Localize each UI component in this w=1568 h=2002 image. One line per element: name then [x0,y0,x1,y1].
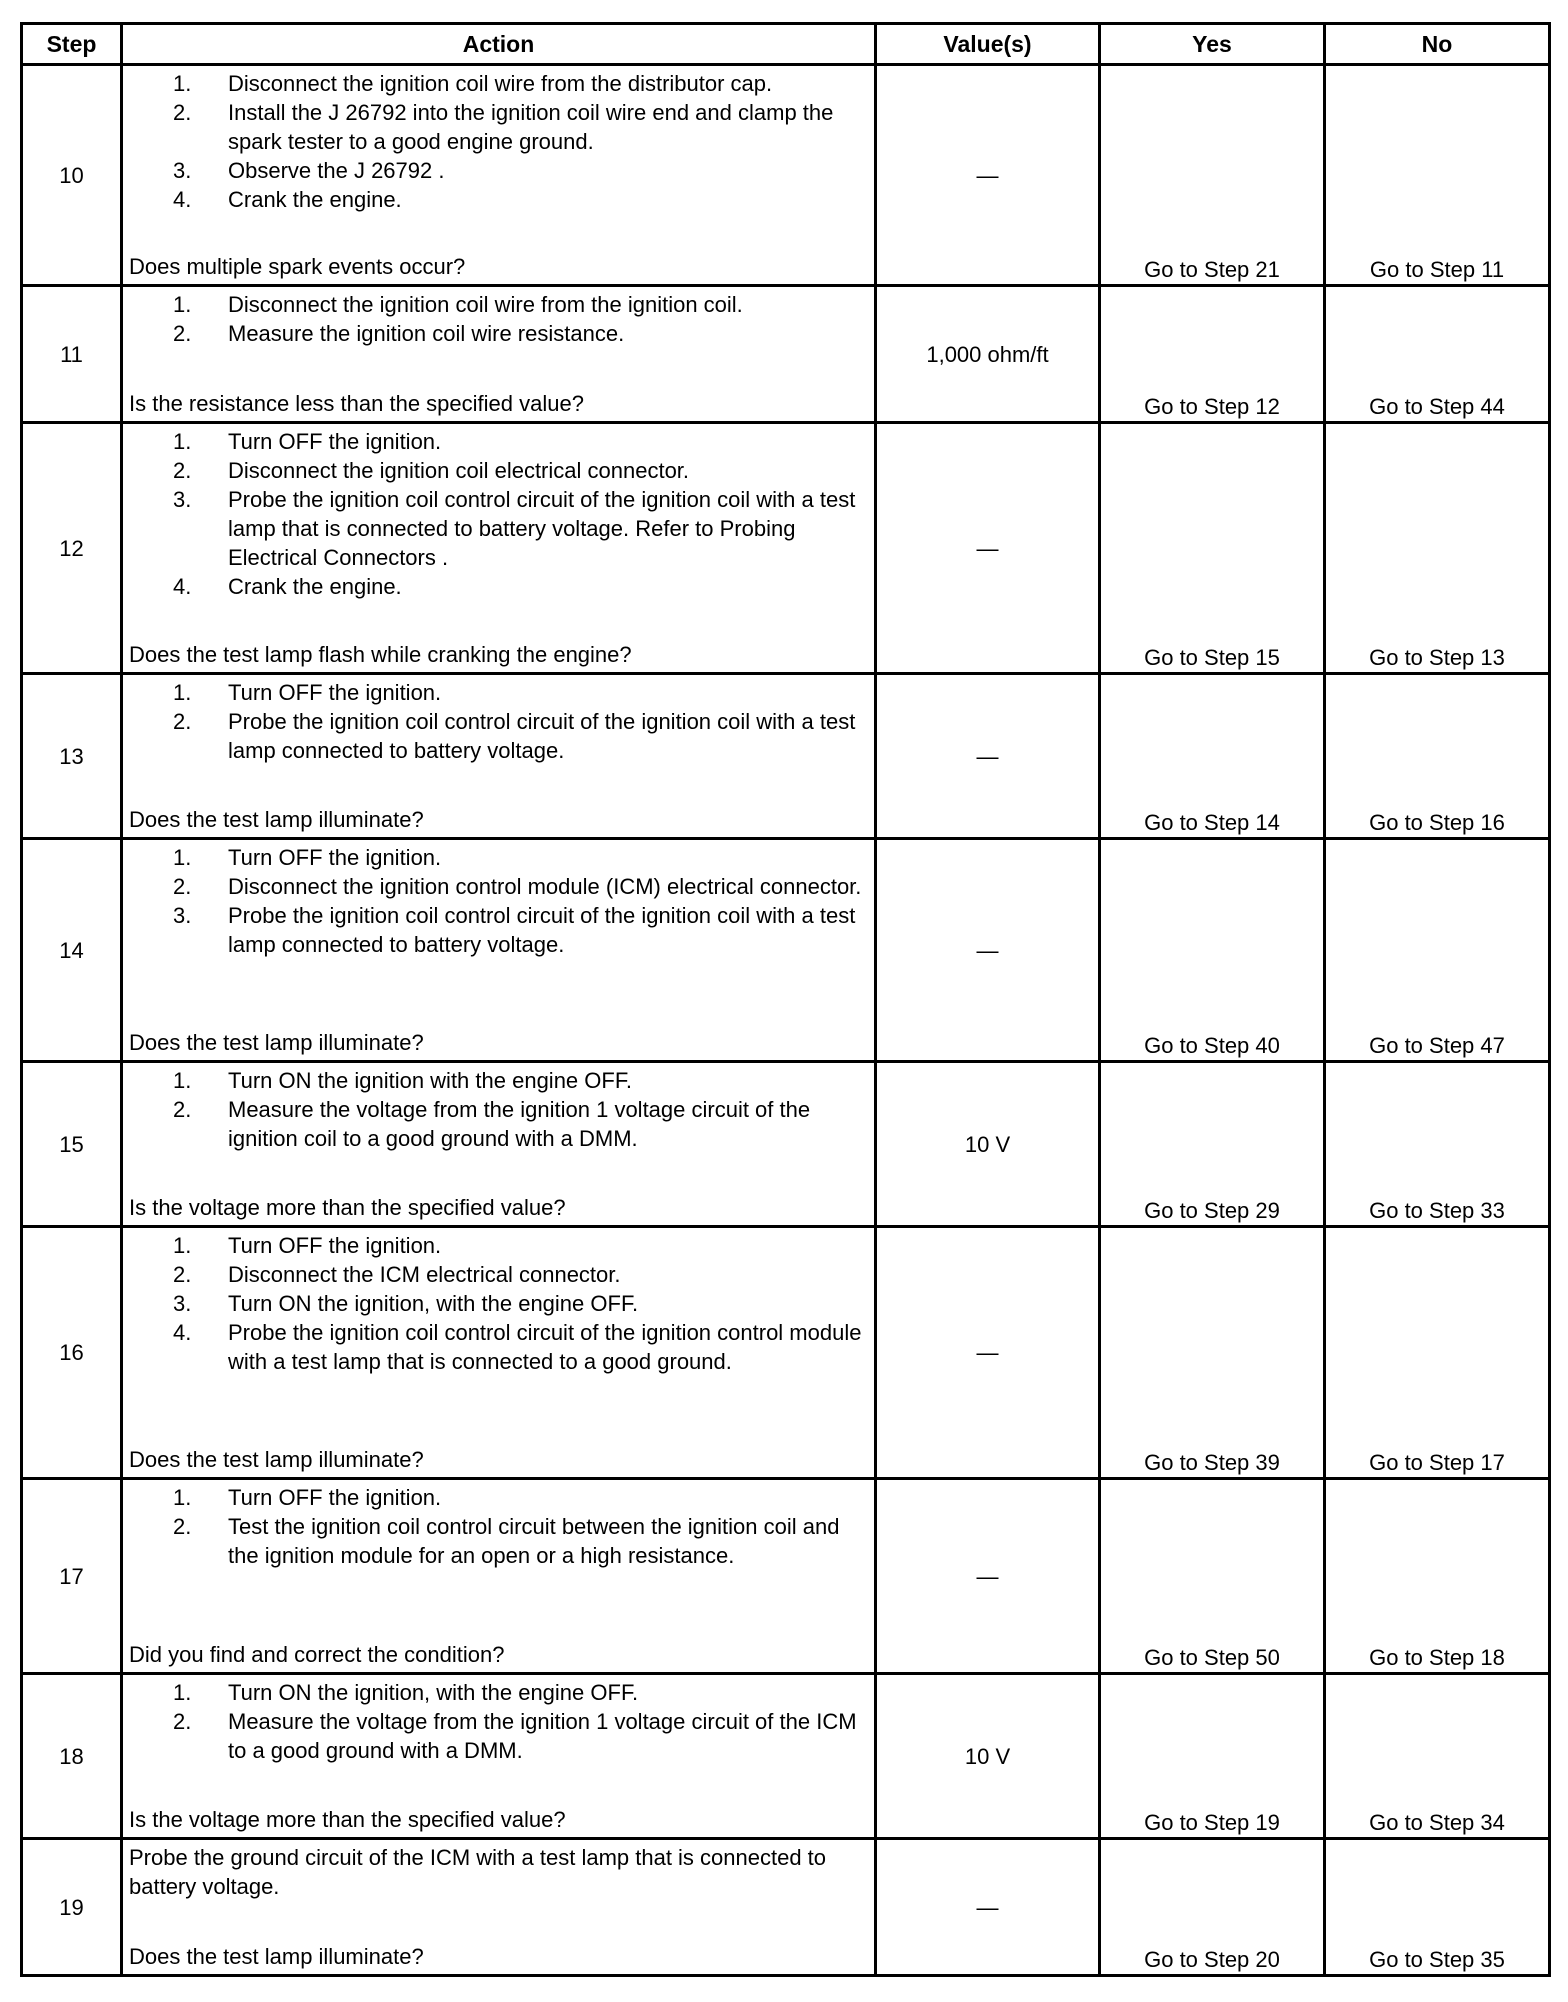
no-cell: Go to Step 34 [1325,1674,1550,1839]
action-step [173,1512,866,1570]
yes-cell: Go to Step 12 [1100,286,1325,423]
action-question: Does the test lamp illuminate? [129,1447,424,1472]
table-row [22,65,1550,286]
table-row [22,674,1550,839]
action-step [173,1066,866,1095]
table-row [22,839,1550,1062]
action-question: Does the test lamp illuminate? [129,807,424,832]
action-step-number: 2. [173,1097,192,1122]
action-step [173,1707,866,1765]
yes-cell: Go to Step 14 [1100,674,1325,839]
action-content [123,424,874,672]
step-number: 16 [22,1227,122,1479]
action-step-number: 1. [173,1485,192,1510]
action-content [123,287,874,421]
action-step [173,485,866,572]
action-step [173,427,866,456]
step-number: 13 [22,674,122,839]
action-step-number: 1. [173,292,192,317]
action-step [173,1483,866,1512]
action-steps-list [129,1678,866,1765]
action-step-text: Turn OFF the ignition. [228,429,442,454]
action-question: Does multiple spark events occur? [129,254,466,279]
action-step-text: Probe the ignition coil control circuit of the ignition coil with a test lamp connected to battery voltage. [228,709,856,763]
action-question: Is the resistance less than the specified value? [129,391,584,416]
action-content [123,66,874,284]
action-step [173,156,866,185]
table-row [22,1674,1550,1839]
table-row [22,1062,1550,1227]
action-text: Probe the ground circuit of the ICM with a test lamp that is connected to battery voltage. [129,1845,827,1899]
action-step-number: 3. [173,1291,192,1316]
yes-cell: Go to Step 50 [1100,1479,1325,1674]
action-step-number: 4. [173,1320,192,1345]
value-cell: 10 V [876,1062,1100,1227]
header-values: Value(s) [876,24,1100,65]
action-step [173,456,866,485]
action-step [173,98,866,156]
action-content [123,1228,874,1477]
table-body [22,65,1550,1976]
table-row [22,1839,1550,1976]
action-step-number: 3. [173,158,192,183]
action-content [123,1063,874,1225]
action-content [123,1480,874,1672]
action-step-text: Disconnect the ICM electrical connector. [228,1262,621,1287]
table-row [22,286,1550,423]
yes-cell: Go to Step 19 [1100,1674,1325,1839]
action-question: Is the voltage more than the specified value? [129,1195,566,1220]
action-steps-list [129,69,866,214]
no-cell: Go to Step 13 [1325,423,1550,674]
value-cell: — [876,674,1100,839]
header-no: No [1325,24,1550,65]
action-step-number: 1. [173,71,192,96]
action-cell [122,674,876,839]
action-cell [122,423,876,674]
yes-cell: Go to Step 20 [1100,1839,1325,1976]
yes-cell: Go to Step 40 [1100,839,1325,1062]
step-number: 18 [22,1674,122,1839]
header-action: Action [122,24,876,65]
action-step [173,185,866,214]
action-step [173,1095,866,1153]
action-content [123,675,874,837]
action-step-text: Measure the voltage from the ignition 1 voltage circuit of the ignition coil to a good ground with a DMM. [228,1097,811,1151]
action-step-text: Crank the engine. [228,574,402,599]
no-cell: Go to Step 16 [1325,674,1550,839]
step-number: 15 [22,1062,122,1227]
action-step-number: 2. [173,1262,192,1287]
step-number: 12 [22,423,122,674]
yes-cell: Go to Step 21 [1100,65,1325,286]
action-step [173,319,866,348]
action-step-number: 2. [173,874,192,899]
action-step-text: Disconnect the ignition coil wire from the ignition coil. [228,292,743,317]
action-step-text: Turn ON the ignition with the engine OFF. [228,1068,632,1093]
action-step-text: Measure the ignition coil wire resistance. [228,321,625,346]
action-cell [122,839,876,1062]
action-cell [122,1479,876,1674]
step-number: 11 [22,286,122,423]
no-cell: Go to Step 11 [1325,65,1550,286]
action-question: Does the test lamp illuminate? [129,1944,424,1969]
action-step-number: 4. [173,187,192,212]
action-steps-list [129,1231,866,1376]
action-cell [122,286,876,423]
header-row [22,24,1550,65]
action-step-number: 3. [173,903,192,928]
value-cell: 10 V [876,1674,1100,1839]
action-content [123,840,874,1060]
action-step-number: 1. [173,680,192,705]
action-step [173,1678,866,1707]
action-question: Is the voltage more than the specified value? [129,1807,566,1832]
action-step [173,707,866,765]
action-step-text: Turn OFF the ignition. [228,1233,442,1258]
action-step-text: Turn OFF the ignition. [228,1485,442,1510]
action-step-number: 2. [173,321,192,346]
table-row [22,1227,1550,1479]
step-number: 17 [22,1479,122,1674]
value-cell: — [876,1479,1100,1674]
action-cell [122,1227,876,1479]
action-steps-list [129,290,866,348]
action-step-number: 2. [173,458,192,483]
action-step-text: Probe the ignition coil control circuit of the ignition control module with a test lamp that is connected to a good ground. [228,1320,862,1374]
no-cell: Go to Step 18 [1325,1479,1550,1674]
action-step-text: Turn ON the ignition, with the engine OFF. [228,1680,639,1705]
action-step-text: Turn ON the ignition, with the engine OFF. [228,1291,639,1316]
yes-cell: Go to Step 39 [1100,1227,1325,1479]
action-step-text: Test the ignition coil control circuit between the ignition coil and the ignition module for an open or a high resistance. [228,1514,840,1568]
action-step-number: 1. [173,1680,192,1705]
action-step [173,843,866,872]
action-step-number: 2. [173,1514,192,1539]
action-step-text: Probe the ignition coil control circuit of the ignition coil with a test lamp that is connected to battery voltage. Refer to Probing Electrical Connectors . [228,487,856,570]
action-step-number: 1. [173,429,192,454]
action-step-text: Disconnect the ignition coil electrical connector. [228,458,690,483]
action-step [173,572,866,601]
action-cell [122,1839,876,1976]
step-number: 10 [22,65,122,286]
action-steps-list [129,843,866,959]
action-step-text: Turn OFF the ignition. [228,680,442,705]
no-cell: Go to Step 17 [1325,1227,1550,1479]
no-cell: Go to Step 44 [1325,286,1550,423]
diagnostic-table [20,22,1551,1977]
step-number: 14 [22,839,122,1062]
no-cell: Go to Step 35 [1325,1839,1550,1976]
action-step-number: 1. [173,845,192,870]
action-step [173,1318,866,1376]
yes-cell: Go to Step 29 [1100,1062,1325,1227]
value-cell: — [876,839,1100,1062]
action-step [173,1289,866,1318]
no-cell: Go to Step 33 [1325,1062,1550,1227]
value-cell: — [876,423,1100,674]
action-question: Does the test lamp illuminate? [129,1030,424,1055]
action-step-number: 3. [173,487,192,512]
step-number: 19 [22,1839,122,1976]
action-step-number: 1. [173,1233,192,1258]
action-step-number: 2. [173,100,192,125]
header-yes: Yes [1100,24,1325,65]
action-steps-list [129,1066,866,1153]
action-step-text: Crank the engine. [228,187,402,212]
action-step-text: Measure the voltage from the ignition 1 voltage circuit of the ICM to a good ground with a DMM. [228,1709,857,1763]
action-step-text: Install the J 26792 into the ignition coil wire end and clamp the spark tester to a good engine ground. [228,100,834,154]
action-step-text: Turn OFF the ignition. [228,845,442,870]
action-step-number: 2. [173,1709,192,1734]
action-steps-list [129,427,866,601]
action-question: Did you find and correct the condition? [129,1642,505,1667]
action-step [173,1260,866,1289]
action-step-number: 2. [173,709,192,734]
action-steps-list [129,678,866,765]
action-step-number: 1. [173,1068,192,1093]
value-cell: — [876,65,1100,286]
value-cell: — [876,1839,1100,1976]
header-step: Step [22,24,122,65]
action-step-number: 4. [173,574,192,599]
action-step-text: Disconnect the ignition control module (ICM) electrical connector. [228,874,862,899]
action-step [173,1231,866,1260]
action-step [173,290,866,319]
action-step-text: Observe the J 26792 . [228,158,445,183]
table-row [22,423,1550,674]
action-step [173,901,866,959]
value-cell: 1,000 ohm/ft [876,286,1100,423]
yes-cell: Go to Step 15 [1100,423,1325,674]
action-content [123,1840,874,1974]
no-cell: Go to Step 47 [1325,839,1550,1062]
action-step-text: Disconnect the ignition coil wire from the distributor cap. [228,71,773,96]
value-cell: — [876,1227,1100,1479]
action-cell [122,65,876,286]
table-row [22,1479,1550,1674]
action-content [123,1675,874,1837]
action-steps-list [129,1483,866,1570]
action-step [173,872,866,901]
action-step [173,678,866,707]
action-question: Does the test lamp flash while cranking the engine? [129,642,632,667]
action-step [173,69,866,98]
action-step-text: Probe the ignition coil control circuit of the ignition coil with a test lamp connected to battery voltage. [228,903,856,957]
action-cell [122,1062,876,1227]
action-cell [122,1674,876,1839]
